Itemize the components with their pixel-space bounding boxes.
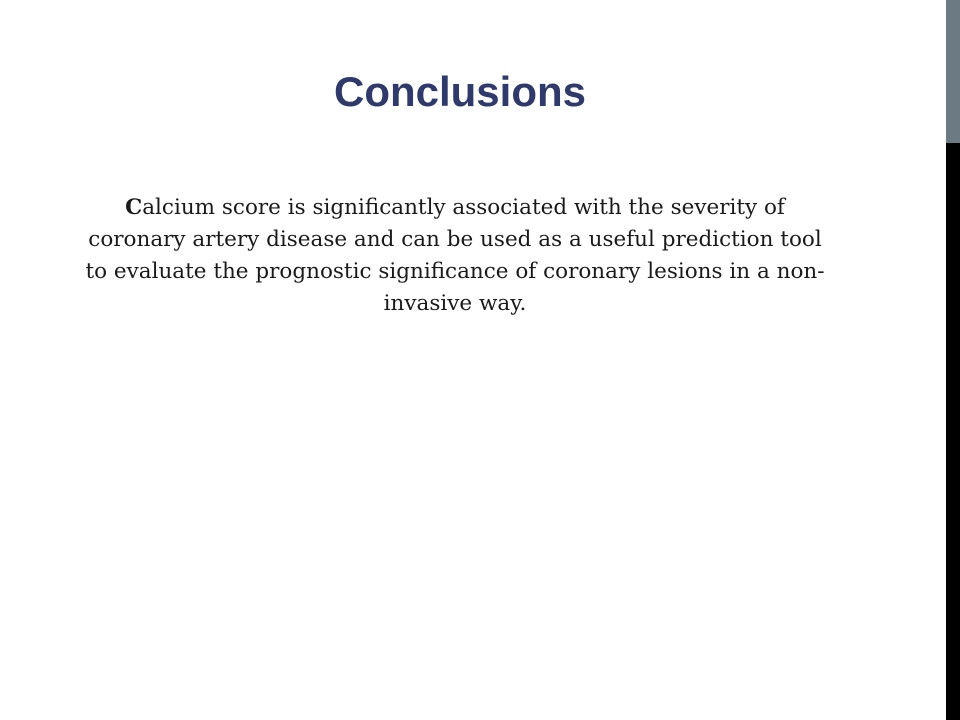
slide-title: Conclusions (333, 68, 587, 115)
drop-letter: C (125, 195, 143, 220)
conclusion-body: alcium score is significantly associated with the severity of coronary artery disease and can be used as a useful prediction tool to evaluate the prognostic significance of coronary lesions in a non-invasive way. (85, 195, 825, 316)
edge-bar-bottom (946, 143, 960, 720)
edge-bar-top (946, 0, 960, 143)
conclusion-text (75, 192, 835, 320)
